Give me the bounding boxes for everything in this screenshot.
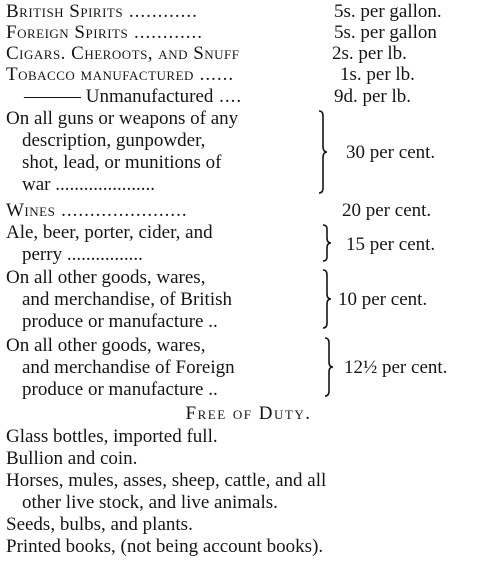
group-line: On all other goods, wares, — [6, 335, 206, 356]
free-item: Seeds, bulbs, and plants. — [6, 514, 193, 535]
rate-value: 9d. per lb. — [334, 86, 412, 107]
rate-value: 5s. per gallon — [334, 22, 437, 43]
free-item: Printed books, (not being account books). — [6, 536, 324, 557]
rate-label: Tobacco manufactured — [6, 64, 194, 85]
brace-icon — [322, 269, 330, 329]
free-item: other live stock, and live animals. — [22, 492, 278, 513]
group-rate: 10 per cent. — [338, 289, 428, 310]
rate-label: Cigars. Cheroots, and Snuff — [6, 43, 240, 64]
rate-row-unmanufactured — [6, 85, 496, 108]
rate-row-tobacco — [6, 63, 496, 86]
group-rate: 12½ per cent. — [344, 357, 448, 378]
brace-icon — [318, 110, 326, 194]
rate-group-foreign-goods — [6, 334, 496, 402]
rate-row-foreign-spirits — [6, 21, 496, 44]
dot-leader: ...................... — [55, 200, 188, 221]
rate-group-british-goods — [6, 266, 496, 334]
rate-label: British Spirits — [6, 1, 124, 22]
brace-icon — [324, 337, 332, 397]
rate-row-wines — [6, 199, 496, 222]
rate-value: 2s. per lb. — [332, 43, 407, 64]
dot-leader: ............ — [123, 1, 198, 22]
group-line: war ..................... — [22, 174, 155, 195]
dot-leader: ...... — [193, 64, 235, 85]
group-line: perry ................ — [22, 244, 143, 265]
rate-value: 5s. per gallon. — [334, 1, 442, 22]
brace-icon — [322, 224, 330, 262]
rate-row-cigars — [6, 42, 496, 65]
rate-value: 20 per cent. — [342, 200, 432, 221]
rate-row-british-spirits — [6, 0, 496, 23]
rate-label: Foreign Spirits — [6, 22, 129, 43]
dot-leader: .... — [213, 86, 243, 107]
rate-value: 1s. per lb. — [340, 64, 415, 85]
rate-group-ale — [6, 221, 496, 267]
group-line: produce or manufacture .. — [22, 311, 218, 332]
group-rate: 30 per cent. — [346, 142, 436, 163]
group-line: On all guns or weapons of any — [6, 108, 239, 129]
free-of-duty-heading: Free of Duty. — [185, 403, 312, 424]
group-line: and merchandise of Foreign — [22, 357, 235, 378]
free-item: Glass bottles, imported full. — [6, 426, 218, 447]
rate-label: ——— Unmanufactured — [24, 86, 214, 107]
group-line: description, gunpowder, — [22, 130, 206, 151]
rate-label: Wines — [6, 200, 56, 221]
group-rate: 15 per cent. — [346, 234, 436, 255]
rate-group-guns — [6, 107, 496, 199]
group-line: Ale, beer, porter, cider, and — [6, 222, 213, 243]
group-line: On all other goods, wares, — [6, 267, 206, 288]
free-item: Bullion and coin. — [6, 448, 138, 469]
group-line: shot, lead, or munitions of — [22, 152, 222, 173]
free-item: Horses, mules, asses, sheep, cattle, and all — [6, 470, 327, 491]
group-line: and merchandise, of British — [22, 289, 233, 310]
group-line: produce or manufacture .. — [22, 379, 218, 400]
dot-leader: ............ — [128, 22, 203, 43]
